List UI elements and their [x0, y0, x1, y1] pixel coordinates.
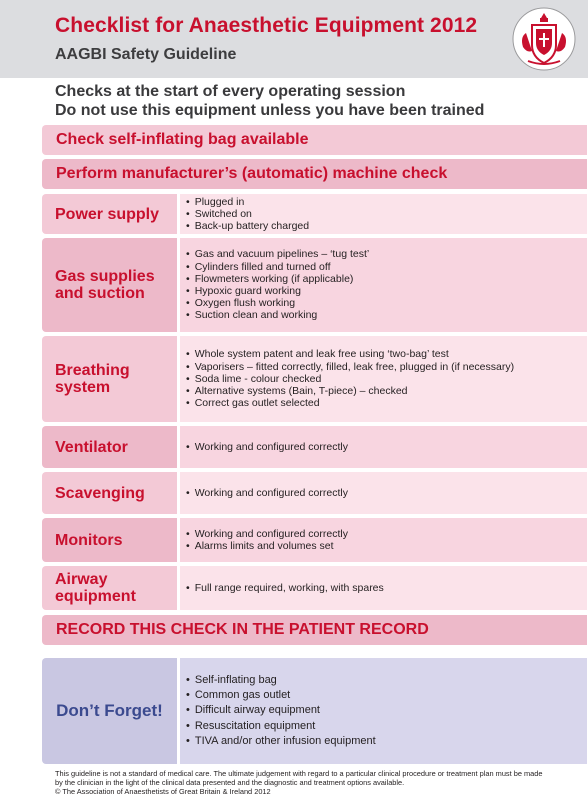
footer-copyright: © The Association of Anaesthetists of Great Britain & Ireland 2012 [55, 787, 271, 796]
section-label: Ventilator [42, 426, 177, 468]
machine-check-bar: Perform manufacturer’s (automatic) machine check [42, 159, 587, 189]
footer-line: This guideline is not a standard of medical care. The ultimate judgement with regard to a particular clinical procedure or treatment plan must be made [55, 769, 543, 778]
section-label-line: equipment [55, 588, 136, 605]
list-item: • Back-up battery charged [186, 220, 587, 232]
section-ventilator [42, 426, 587, 468]
check-bag-bar: Check self-inflating bag available [42, 125, 587, 155]
list-item: • Alarms limits and volumes set [186, 540, 587, 552]
section-items [180, 238, 587, 332]
section-label-line: and suction [55, 285, 145, 302]
list-item: • Cylinders filled and turned off [186, 261, 587, 273]
list-item: • Correct gas outlet selected [186, 397, 587, 409]
section-label [42, 566, 177, 610]
section-label-line: Gas supplies [55, 268, 155, 285]
header-band [0, 0, 588, 78]
list-item: • Switched on [186, 208, 587, 220]
list-item: • Full range required, working, with spares [186, 582, 587, 594]
dont-forget-items [180, 658, 587, 764]
section-label-line: system [55, 379, 111, 396]
list-item: • Working and configured correctly [186, 528, 587, 540]
dont-forget-box [42, 658, 587, 764]
section-label [42, 336, 177, 422]
record-check-bar: RECORD THIS CHECK IN THE PATIENT RECORD [42, 615, 587, 645]
intro-line-2: Do not use this equipment unless you have been trained [55, 102, 485, 119]
page-title: Checklist for Anaesthetic Equipment 2012 [55, 14, 478, 37]
section-scavenging [42, 472, 587, 514]
section-power-supply [42, 194, 587, 234]
list-item: • Difficult airway equipment [186, 703, 587, 718]
aagbi-crest-icon [512, 7, 576, 71]
list-item: • Resuscitation equipment [186, 719, 587, 734]
footer-line: by the clinician in the light of the clinical data presented and the diagnostic and treatment options available. [55, 778, 405, 787]
list-item: • Suction clean and working [186, 309, 587, 321]
list-item: • Soda lime - colour checked [186, 373, 587, 385]
section-label: Power supply [42, 194, 177, 234]
section-label-line: Airway [55, 571, 108, 588]
section-items [180, 336, 587, 422]
section-label-line: Breathing [55, 362, 130, 379]
section-label [42, 238, 177, 332]
list-item: • Common gas outlet [186, 688, 587, 703]
list-item: • Hypoxic guard working [186, 285, 587, 297]
footer-disclaimer [55, 769, 585, 796]
dont-forget-label: Don’t Forget! [42, 658, 177, 764]
list-item: • Working and configured correctly [186, 441, 587, 453]
section-label: Monitors [42, 518, 177, 562]
list-item: • Vaporisers – fitted correctly, filled, leak free, plugged in (if necessary) [186, 361, 587, 373]
section-items [180, 472, 587, 514]
list-item: • Whole system patent and leak free using ‘two-bag’ test [186, 348, 587, 360]
list-item: • Oxygen flush working [186, 297, 587, 309]
section-airway-equipment [42, 566, 587, 610]
section-items [180, 518, 587, 562]
section-monitors [42, 518, 587, 562]
list-item: • Plugged in [186, 196, 587, 208]
list-item: • Self-inflating bag [186, 673, 587, 688]
list-item: • Gas and vacuum pipelines – ‘tug test’ [186, 248, 587, 260]
section-breathing-system [42, 336, 587, 422]
list-item: • Alternative systems (Bain, T-piece) – checked [186, 385, 587, 397]
list-item: • Working and configured correctly [186, 487, 587, 499]
list-item: • TIVA and/or other infusion equipment [186, 734, 587, 749]
section-gas-supplies [42, 238, 587, 332]
section-items [180, 426, 587, 468]
intro-text [55, 82, 484, 120]
list-item: • Flowmeters working (if applicable) [186, 273, 587, 285]
section-label: Scavenging [42, 472, 177, 514]
intro-line-1: Checks at the start of every operating session [55, 83, 406, 100]
page-subtitle: AAGBI Safety Guideline [55, 46, 237, 63]
section-items [180, 566, 587, 610]
section-items [180, 194, 587, 234]
